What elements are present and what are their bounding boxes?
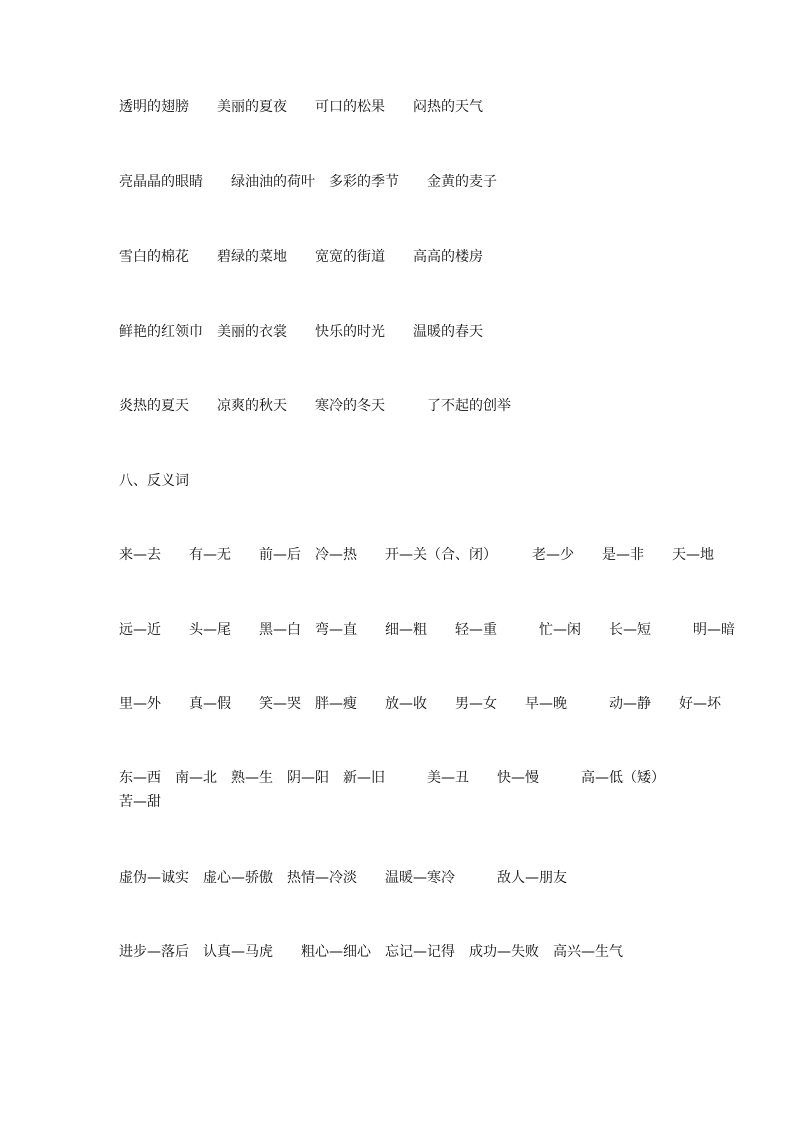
antonym-line-4: 东—西 南—北 熟—生 阴—阳 新—旧 美—丑 快—慢 高—低（矮） 苦—甜 xyxy=(119,770,672,810)
phrase-line-5: 炎热的夏天 凉爽的秋天 寒冷的冬天 了不起的创举 xyxy=(119,398,511,414)
phrase-line-1: 透明的翅膀 美丽的夏夜 可口的松果 闷热的天气 xyxy=(119,99,483,115)
antonym-line-6: 进步—落后 认真—马虎 粗心—细心 忘记—记得 成功—失败 高兴—生气 xyxy=(119,944,623,960)
phrase-line-3: 雪白的棉花 碧绿的菜地 宽宽的街道 高高的楼房 xyxy=(119,249,483,265)
phrase-line-4: 鲜艳的红领巾 美丽的衣裳 快乐的时光 温暖的春天 xyxy=(119,324,483,340)
antonym-line-2: 远—近 头—尾 黑—白 弯—直 细—粗 轻—重 忙—闲 长—短 明—暗 xyxy=(119,622,735,638)
section-heading: 八、反义词 xyxy=(119,473,189,489)
antonym-line-1: 来—去 有—无 前—后 冷—热 开—关（合、闭） 老—少 是—非 天—地 xyxy=(119,547,714,563)
antonym-line-5: 虚伪—诚实 虚心—骄傲 热情—冷淡 温暖—寒冷 敌人—朋友 xyxy=(119,870,567,886)
antonym-line-3: 里—外 真—假 笑—哭 胖—瘦 放—收 男—女 早—晚 动—静 好—坏 xyxy=(119,696,721,712)
phrase-line-2: 亮晶晶的眼睛 绿油油的荷叶 多彩的季节 金黄的麦子 xyxy=(119,174,497,190)
